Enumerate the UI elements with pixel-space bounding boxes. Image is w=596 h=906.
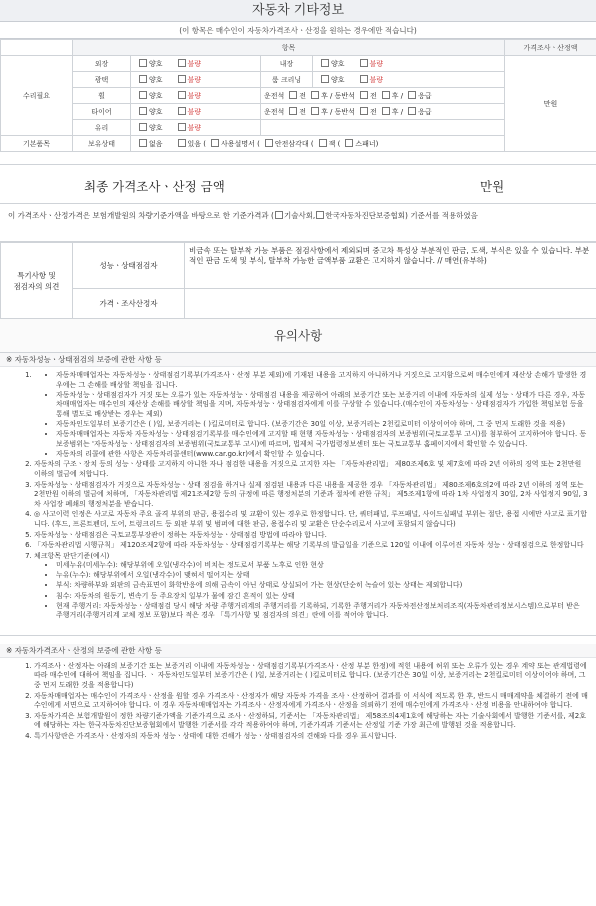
tire-good-checkbox[interactable] [139,107,147,115]
notes-title: 유의사항 [0,319,596,353]
wheel-options: 양호 불량 [131,88,261,104]
row-interior-label: 내장 [261,56,313,72]
standard-notice: 이 가격조사ㆍ산정가격은 보험개발원의 차량기준가액을 바탕으로 한 기준가격과 ( 기술사회, 한국자동차진단보증협회) 기준서를 적용하였음 [0,204,596,242]
page-title: 자동차 기타정보 [0,0,596,22]
wheel-spare-checkbox[interactable] [408,91,416,99]
list-item: • 누유(누수): 해당부위에서 오일(냉각수)이 맺혀서 떨어지는 상태 [56,571,588,581]
row-roomclean-label: 룸 크리닝 [261,72,313,88]
basic-triangle-checkbox[interactable] [265,139,273,147]
list-item: 4. ◎ 사고이력 인정은 사고로 자동차 주요 골격 부위의 판금, 용접수리 및 교환이 있는 경우로 한정합니다. 단, 쿼터패널, 루프패널, 사이드실패널 부위는 절단, 용접 시에만 사고로 표기합니다. (후드, 프론트펜더, 도어, 트렁크리드 등 외판 부위 및 범퍼에 대한 판금, 용접수리 및 교환은 단순수리로서 사고에 포함되지 않습니다) [34,510,588,529]
list-item: 4. 특기사항란은 가격조사ㆍ산정자의 자동차 성능ㆍ상태에 대한 견해가 성능ㆍ상태점검자의 견해와 다를 경우 표시합니다. [34,732,588,742]
row-possess-label: 보유상태 [73,136,131,152]
basic-have-checkbox[interactable] [178,139,186,147]
basic-spanner-checkbox[interactable] [345,139,353,147]
glass-good-checkbox[interactable] [139,123,147,131]
list-item: 1. 가격조사ㆍ산정자는 아래의 보증기간 또는 보증거리 이내에 자동차성능ㆍ상태점검기록부(가격조사ㆍ산정 부분 한정)에 적힌 내용에 허위 또는 오류가 있는 경우 계약 또는 관계법령에 따라 매수인에 대하여 책임을 집니다. ㆍ 자동차인도일부터 보증기간은 ( )일, 보증거리는 ( )킬로미터로 합니다. (보증기간은 30일 이상, 보증거리는 2천킬로미터 이상이어야 하며, 그 중 먼저 도래한 것을 적용합니다) [34,662,588,691]
basic-none-checkbox[interactable] [139,139,147,147]
wheel-position-options: 운전석 전 후 / 동반석 전 후 / 응급 [261,88,505,104]
tire-options: 양호 불량 [131,104,261,120]
group-repair-label: 수리필요 [1,56,73,136]
glass-options: 양호 불량 [131,120,261,136]
opinion-label: 특기사항 및 점검자의 의견 [1,243,73,319]
roomclean-options: 양호 불량 [313,72,505,88]
header-price: 가격조사ㆍ산정액 [505,40,596,56]
wheel-good-checkbox[interactable] [139,91,147,99]
wheel-passenger-front-checkbox[interactable] [360,91,368,99]
condition-table [0,39,596,152]
notes-pricing-body [0,658,596,747]
basic-jack-checkbox[interactable] [319,139,327,147]
list-item [34,371,588,459]
list-item: • 부식: 차량하부와 외판의 금속표면이 화학반응에 의해 금속이 아닌 상태로 상실되어 가는 현상(단순히 녹슬어 있는 상태는 제외합니다) [56,581,588,591]
price-cell: 만원 [505,56,596,152]
list-item: • 자동차매매업자는 자동차 자동차성능ㆍ상태점검기록부를 매수인에게 고지할 때 현행 자동차성능ㆍ상태점검자의 보증범위(국토교통부 고시)를 첨부하여 고지하여야 합니다. 동 보증범위는 '자동차성능ㆍ상태점검자의 보증범위(국토교통부 고시)에 따르며, 법제처 국가법령정보센터 또는 국토교통부 홈페이지에서 확인할 수 있습니다. [56,430,588,449]
appraiser-label: 가격ㆍ조사산정자 [73,289,185,319]
inspector-label: 성능ㆍ상태점검자 [73,243,185,289]
exterior-good-checkbox[interactable] [139,59,147,67]
divider [0,626,596,636]
opinion-table [0,242,596,319]
row-wheel-label: 휠 [73,88,131,104]
appraiser-opinion-text [185,289,596,319]
glass-empty [261,120,505,136]
gloss-good-checkbox[interactable] [139,75,147,83]
wheel-bad-checkbox[interactable] [178,91,186,99]
gloss-options: 양호 불량 [131,72,261,88]
exterior-options: 양호 불량 [131,56,261,72]
list-item: 3. 자동차가격은 보험개발원이 정한 차량기준가액을 기준가격으로 조사ㆍ산정하되, 기준서는 「자동차관리법」 제58조의4제1호에 해당하는 자는 기술사회에서 발행한 기준서를, 제2호에 해당하는 자는 한국자동차진단보증협회에서 발행한 기준서를 각각 적용하여야 하며, 기준가격과 기준서는 산정일 기준 가장 최근에 발행된 것을 적용합니다. [34,712,588,731]
list-item: • 미세누유(미세누수): 해당부위에 오일(냉각수)이 비치는 정도로서 부품 노후로 인한 현상 [56,561,588,571]
list-item: • 1. 자동차매매업자는 자동차성능ㆍ상태점검기록부(가격조사ㆍ산정 부분 제외)에 기재된 내용을 고지하지 아니하거나 거짓으로 고지함으로써 매수인에게 재산상 손해가 발생한 경우에는 그 손해를 배상할 책임을 집니다. [56,371,588,390]
header-item: 항목 [73,40,505,56]
gloss-bad-checkbox[interactable] [178,75,186,83]
list-item: 7. 체크항목 판단기준(예시) • 미세누유(미세누수): 해당부위에 오일(냉각수)이 비치는 정도로서 부품 노후로 인한 현상 • 누유(누수): 해당부위에서 오일(냉각수)이 맺혀서 떨어지는 상태 • 부식: 차량하부와 외판의 금속표면이 화학반응에 의해 금속이 아닌 상태로 상실되어 가는 현상(단순히 녹슬어 있는 상태는 제외합니다) • 침수: 자동차의 원동기, 변속기 등 주요장치 일부가 물에 잠긴 흔적이 있는 상태 • 현재 주행거리: 자동차성능ㆍ상태점검 당시 해당 차량 주행거리계의 주행거리를 기록하되, 기록한 주행거리가 자동차전산정보처리조직(자동차관리정보시스템)으로부터 받은 주행거리(주행거리계 교체 정보 포함)보다 적은 경우 「특기사항 및 점검자의 의견」란에 이를 적어야 합니다. [34,552,588,621]
list-item: • 현재 주행거리: 자동차성능ㆍ상태점검 당시 해당 차량 주행거리계의 주행거리를 기록하되, 기록한 주행거리가 자동차전산정보처리조직(자동차관리정보시스템)으로부터 받은 주행거리(주행거리계 교체 정보 포함)보다 적은 경우 「특기사항 및 점검자의 의견」란에 이를 적어야 합니다. [56,602,588,621]
list-item: • 자동차성능ㆍ상태점검자가 거짓 또는 오류가 있는 자동차성능ㆍ상태점검 내용을 제공하여 아래의 보증기간 또는 보증거리 이내에 자동차의 실제 성능ㆍ상태가 다른 경우, 자동차매매업자는 매수인의 재산상 손해를 배상할 책임을 지며, 자동차성능ㆍ상태점검자에게 이를 구상할 수 있습니다.(매수인이 자동차성능ㆍ상태점검자가 가입한 책임보험 등을 통해 별도로 배상받는 경우는 제외) [56,391,588,420]
tire-passenger-front-checkbox[interactable] [360,107,368,115]
final-price-box [0,164,596,204]
basic-manual-checkbox[interactable] [211,139,219,147]
list-item: 5. 자동차성능ㆍ상태점검은 국토교통부장관이 정하는 자동차성능ㆍ상태점검 방법에 따라야 합니다. [34,531,588,541]
roomclean-good-checkbox[interactable] [321,75,329,83]
tech-society-checkbox[interactable] [275,211,283,219]
final-price-unit: 만원 [480,179,505,194]
wheel-driver-front-checkbox[interactable] [289,91,297,99]
final-price-title: 최종 가격조사ㆍ산정 금액 [84,179,225,194]
notes-subhead-pricing: ※ 자동차가격조사ㆍ산정의 보증에 관한 사항 등 [0,644,596,658]
tire-spare-checkbox[interactable] [408,107,416,115]
notes-inspection-body [0,367,596,626]
inspection-list [8,371,588,621]
list-item: • 침수: 자동차의 원동기, 변속기 등 주요장치 일부가 물에 잠긴 흔적이 있는 상태 [56,592,588,602]
list-item: 3. 자동차성능ㆍ상태점검자가 거짓으로 자동차성능ㆍ상태 점검을 하거나 실제 점검된 내용과 다른 내용을 제공한 경우 「자동차관리법」 제80조제6호의2에 따라 2년 이하의 징역 또는 2천만원 이하의 벌금에 처하며, 「자동차관리법 제21조제2항 등의 규정에 따른 행정처분의 기준과 절차에 관한 규칙」 제5조제1항에 따라 1차 사업정지 30일, 2차 사업정지 90일, 3차 사업장 폐쇄의 행정처분을 받습니다. [34,481,588,510]
header-blank [1,40,73,56]
interior-options: 양호 불량 [313,56,505,72]
tire-driver-front-checkbox[interactable] [289,107,297,115]
glass-bad-checkbox[interactable] [178,123,186,131]
tire-bad-checkbox[interactable] [178,107,186,115]
wheel-driver-rear-checkbox[interactable] [311,91,319,99]
wheel-passenger-rear-checkbox[interactable] [382,91,390,99]
group-basic-label: 기본품목 [1,136,73,152]
pricing-list [8,662,588,742]
list-item: 6. 「자동차관리법 시행규칙」 제120조제2항에 따라 자동차성능ㆍ상태점검기록부는 해당 기록부의 발급일을 기준으로 120일 이내에 이루어진 자동차 성능ㆍ상태점검으로 한정합니다 [34,541,588,551]
notes-subhead-inspection: ※ 자동차성능ㆍ상태점검의 보증에 관한 사항 등 [0,353,596,367]
list-item: • 자동차의 리콜에 관한 사항은 자동차리콜센터(www.car.go.kr)에서 확인할 수 있습니다. [56,450,588,460]
inspector-opinion-text: 비금속 또는 탈부착 가능 부품은 점검사항에서 제외되며 중고차 특성상 부분적인 판금, 도색, 부식은 있을 수 있습니다. 부분적인 판금 도색 및 부식, 탈부착 가능한 금액부품 교환은 고지하지 않습니다. // 매연(유부하) [185,243,596,289]
spacer [0,152,596,164]
row-gloss-label: 광택 [73,72,131,88]
list-item: 2. 자동차의 구조ㆍ장치 등의 성능ㆍ상태를 고지하지 아니한 자나 점검한 내용을 거짓으로 고지한 자는 「자동차관리법」 제80조제6호 및 제7호에 따라 2년 이하의 징역 또는 2천만원 이하의 벌금에 처합니다. [34,460,588,479]
row-exterior-label: 외장 [73,56,131,72]
possess-options: 없음 있음 ( 사용설명서 ( 안전삼각대 ( 잭 ( 스패너) [131,136,505,152]
list-item: • 자동차인도일부터 보증기간은 ( )일, 보증거리는 ( )킬로미터로 합니다. (보증기간은 30일 이상, 보증거리는 2천킬로미터 이상이어야 하며, 그 중 먼저 도래한 것을 적용) [56,420,588,430]
exterior-bad-checkbox[interactable] [178,59,186,67]
interior-good-checkbox[interactable] [321,59,329,67]
row-tire-label: 타이어 [73,104,131,120]
kadis-checkbox[interactable] [316,211,324,219]
tire-passenger-rear-checkbox[interactable] [382,107,390,115]
interior-bad-checkbox[interactable] [360,59,368,67]
list-item: 2. 자동차매매업자는 매수인이 가격조사ㆍ산정을 원할 경우 가격조사ㆍ산정자가 해당 자동차 가격을 조사ㆍ산정하여 결과를 이 서식에 적도록 한 후, 반드시 매매계약을 체결하기 전에 매수인에게 서면으로 고지하여야 합니다. 이 경우 자동차매매업자는 가격조사ㆍ산정자에게 가격조사ㆍ산정을 의뢰하기 전에 매수인에게 가격조사ㆍ산정 비용을 안내하여야 합니다. [34,692,588,711]
page-subtitle: (이 항목은 매수인이 자동차가격조사ㆍ산정을 원하는 경우에만 적습니다) [0,22,596,39]
row-glass-label: 유리 [73,120,131,136]
tire-driver-rear-checkbox[interactable] [311,107,319,115]
roomclean-bad-checkbox[interactable] [360,75,368,83]
tire-position-options: 운전석 전 후 / 동반석 전 후 / 응급 [261,104,505,120]
